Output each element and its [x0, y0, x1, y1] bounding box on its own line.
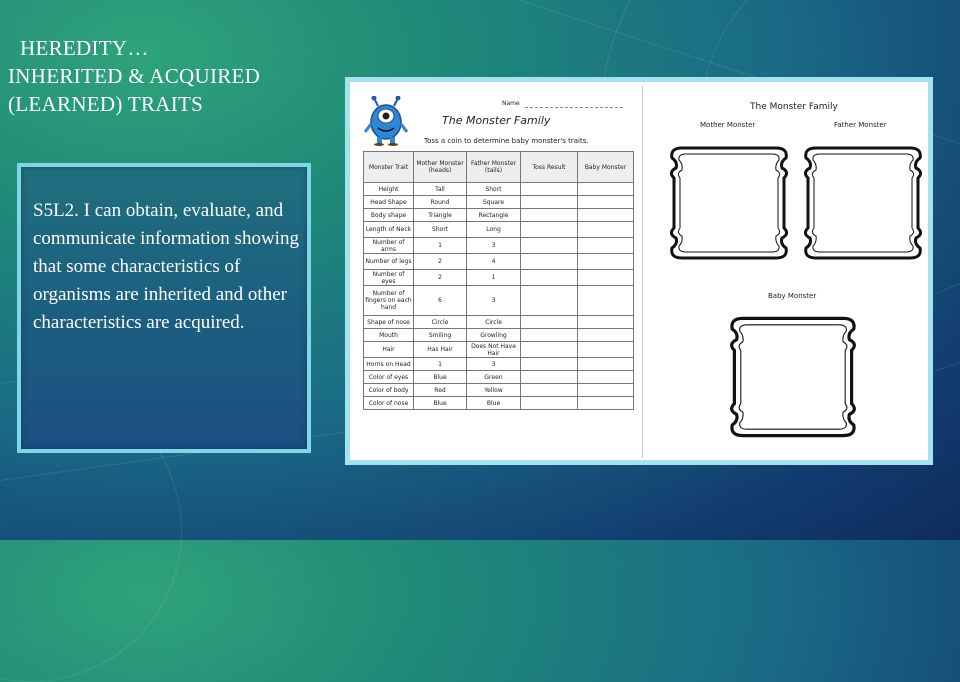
title-line-heredity: HEREDITY… [20, 36, 149, 60]
table-cell [578, 316, 634, 329]
traits-table [363, 151, 634, 410]
worksheet-instructions: Toss a coin to determine baby monster's traits. [424, 137, 589, 145]
table-row [364, 254, 634, 270]
table-cell [578, 397, 634, 410]
table-cell: 4 [467, 254, 521, 270]
table-cell: Round [414, 196, 467, 209]
table-cell: Circle [467, 316, 521, 329]
table-cell: Head Shape [364, 196, 414, 209]
table-cell [578, 196, 634, 209]
monster-clipart-icon [362, 96, 410, 146]
mother-monster-label: Mother Monster [700, 121, 756, 129]
baby-monster-label: Baby Monster [768, 292, 817, 300]
table-cell [578, 371, 634, 384]
table-row [364, 183, 634, 196]
baby-monster-frame [728, 304, 858, 450]
table-cell: Triangle [414, 209, 467, 222]
table-cell [521, 183, 578, 196]
table-cell [578, 238, 634, 254]
table-cell: Mouth [364, 329, 414, 342]
table-cell: Number of arms [364, 238, 414, 254]
table-header-cell: Father Monster (tails) [467, 152, 521, 183]
page-divider [642, 86, 643, 458]
table-cell: Hair [364, 342, 414, 358]
table-header-cell: Monster Trait [364, 152, 414, 183]
table-cell [521, 371, 578, 384]
table-row [364, 286, 634, 316]
table-cell: Tall [414, 183, 467, 196]
table-cell: Circle [414, 316, 467, 329]
title-line-learned-traits: (LEARNED) TRAITS [8, 92, 204, 116]
table-cell [521, 316, 578, 329]
table-row [364, 270, 634, 286]
table-row [364, 238, 634, 254]
table-cell [578, 384, 634, 397]
mother-monster-frame [668, 138, 790, 268]
table-cell [578, 209, 634, 222]
table-row [364, 329, 634, 342]
table-cell [521, 209, 578, 222]
table-cell: 3 [467, 238, 521, 254]
table-cell: Shape of nose [364, 316, 414, 329]
table-cell: 1 [414, 238, 467, 254]
standard-textbox [17, 163, 311, 453]
table-cell: 3 [467, 358, 521, 371]
table-header-row [364, 152, 634, 183]
worksheet-title: The Monster Family [442, 114, 551, 127]
table-cell: Blue [414, 397, 467, 410]
table-cell [521, 196, 578, 209]
table-row [364, 358, 634, 371]
slide-title [8, 34, 348, 118]
table-row [364, 316, 634, 329]
table-cell: Color of eyes [364, 371, 414, 384]
table-cell: Height [364, 183, 414, 196]
table-cell: Has Hair [414, 342, 467, 358]
table-row [364, 209, 634, 222]
table-cell: Number of legs [364, 254, 414, 270]
table-cell [521, 286, 578, 316]
table-cell: 1 [414, 358, 467, 371]
table-row [364, 222, 634, 238]
father-monster-label: Father Monster [834, 121, 887, 129]
table-cell: Smiling [414, 329, 467, 342]
table-cell: Yellow [467, 384, 521, 397]
table-cell: 3 [467, 286, 521, 316]
table-cell [578, 270, 634, 286]
table-cell [578, 342, 634, 358]
table-header-cell: Mother Monster (heads) [414, 152, 467, 183]
worksheet-image [345, 77, 933, 465]
table-body [364, 183, 634, 410]
table-cell: Square [467, 196, 521, 209]
table-row [364, 371, 634, 384]
title-line-inherited-acquired: INHERITED & ACQUIRED [8, 64, 261, 88]
table-cell [521, 222, 578, 238]
table-cell: 2 [414, 254, 467, 270]
table-cell [521, 384, 578, 397]
table-row [364, 196, 634, 209]
table-cell [521, 238, 578, 254]
table-cell: Color of body [364, 384, 414, 397]
table-cell: Does Not Have Hair [467, 342, 521, 358]
table-cell: Number of fingers on each hand [364, 286, 414, 316]
table-cell [521, 329, 578, 342]
table-row [364, 384, 634, 397]
table-cell [521, 254, 578, 270]
table-cell [521, 358, 578, 371]
right-page-title: The Monster Family [750, 102, 838, 112]
table-cell [578, 358, 634, 371]
table-cell: Growling [467, 329, 521, 342]
table-cell [578, 254, 634, 270]
table-cell [521, 342, 578, 358]
table-cell [578, 183, 634, 196]
name-blank-line [525, 107, 623, 108]
table-cell: Short [467, 183, 521, 196]
table-header-cell: Baby Monster [578, 152, 634, 183]
table-cell: 2 [414, 270, 467, 286]
table-cell: Blue [414, 371, 467, 384]
table-cell: Short [414, 222, 467, 238]
table-cell: Length of Neck [364, 222, 414, 238]
table-cell: Color of nose [364, 397, 414, 410]
table-cell: Long [467, 222, 521, 238]
father-monster-frame [802, 138, 924, 268]
table-cell: 1 [467, 270, 521, 286]
table-cell [578, 329, 634, 342]
table-cell: Rectangle [467, 209, 521, 222]
table-cell [521, 397, 578, 410]
table-cell: Red [414, 384, 467, 397]
name-label: Name [502, 100, 520, 107]
table-cell: Horns on Head [364, 358, 414, 371]
table-cell [578, 222, 634, 238]
table-cell [578, 286, 634, 316]
table-cell: Green [467, 371, 521, 384]
table-cell: Number of eyes [364, 270, 414, 286]
table-cell: 6 [414, 286, 467, 316]
table-cell: Blue [467, 397, 521, 410]
table-cell: Body shape [364, 209, 414, 222]
table-row [364, 342, 634, 358]
standard-text: S5L2. I can obtain, evaluate, and communicate information showing that some characteristics of organisms are inherited and other characteristics are acquired. [33, 200, 299, 333]
table-row [364, 397, 634, 410]
table-header-cell: Toss Result [521, 152, 578, 183]
table-cell [521, 270, 578, 286]
